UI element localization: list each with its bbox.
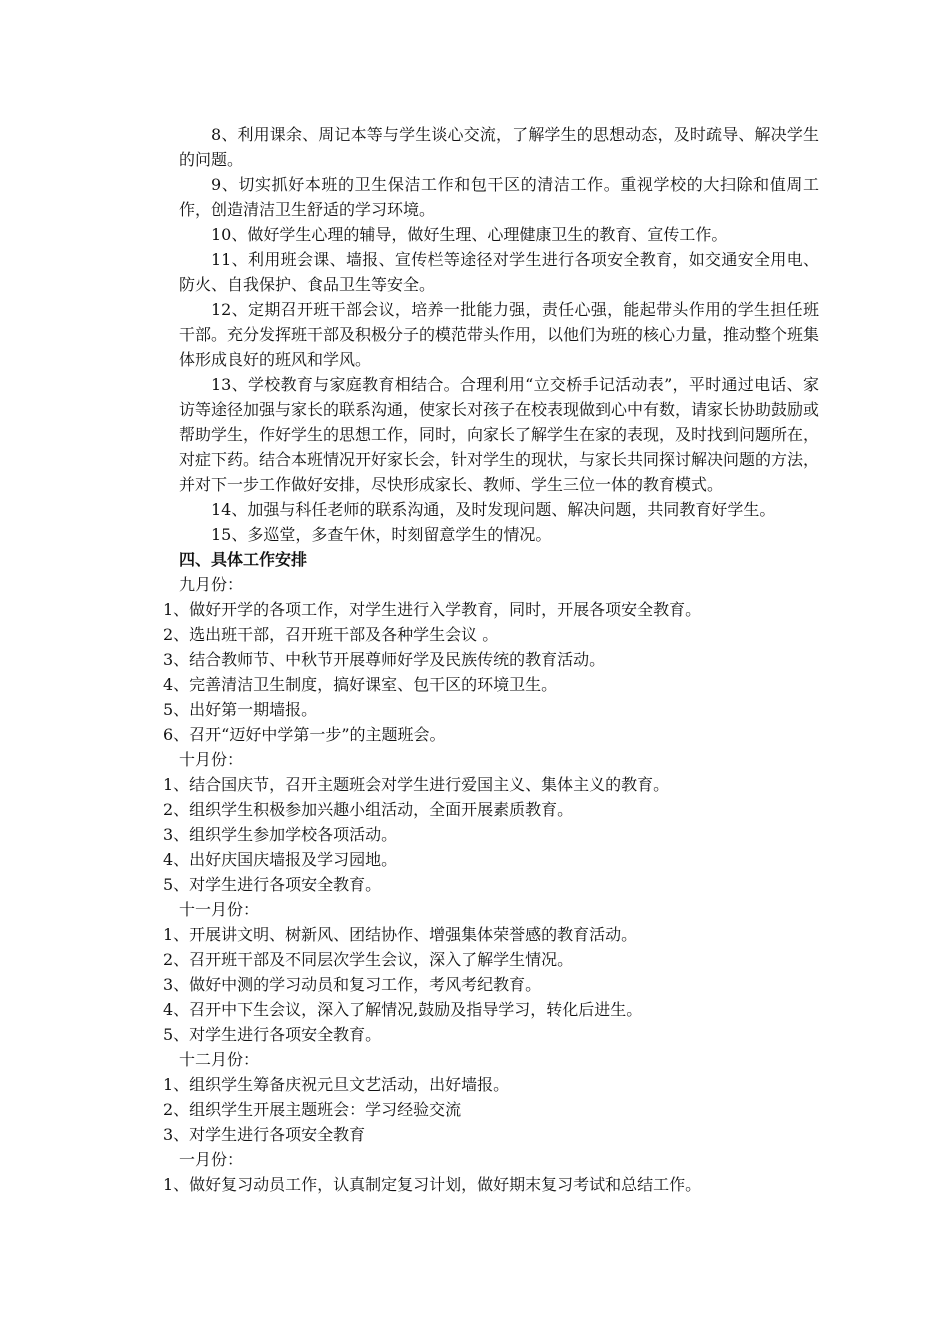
list-item: 1、开展讲文明、树新风、团结协作、增强集体荣誉感的教育活动。	[163, 925, 638, 944]
month-title: 九月份：	[179, 575, 244, 594]
list-item: 3、组织学生参加学校各项活动。	[163, 825, 398, 844]
month-title: 一月份：	[179, 1150, 244, 1169]
list-item: 4、出好庆国庆墙报及学习园地。	[163, 850, 398, 869]
list-item: 2、召开班干部及不同层次学生会议，深入了解学生情况。	[163, 950, 574, 969]
list-item: 1、结合国庆节，召开主题班会对学生进行爱国主义、集体主义的教育。	[163, 775, 670, 794]
paragraph-11: 11、利用班会课、墙报、宣传栏等途径对学生进行各项安全教育，如交通安全用电、防火、自我保护、食品卫生等安全。	[179, 250, 819, 294]
month-september	[163, 572, 819, 747]
list-item: 5、对学生进行各项安全教育。	[163, 875, 382, 894]
list-item: 6、召开“迈好中学第一步”的主题班会。	[163, 725, 446, 744]
list-item: 3、对学生进行各项安全教育	[163, 1125, 366, 1144]
month-title: 十一月份：	[179, 900, 260, 919]
list-item: 3、结合教师节、中秋节开展尊师好学及民族传统的教育活动。	[163, 650, 606, 669]
month-january	[163, 1147, 819, 1197]
month-december	[163, 1047, 819, 1147]
document-page	[163, 122, 820, 1197]
list-item: 2、组织学生积极参加兴趣小组活动，全面开展素质教育。	[163, 800, 574, 819]
list-item: 1、做好开学的各项工作，对学生进行入学教育，同时，开展各项安全教育。	[163, 600, 702, 619]
month-title: 十二月份：	[179, 1050, 260, 1069]
paragraph-14: 14、加强与科任老师的联系沟通，及时发现问题、解决问题，共同教育好学生。	[211, 500, 776, 519]
paragraph-10: 10、做好学生心理的辅导，做好生理、心理健康卫生的教育、宣传工作。	[211, 225, 728, 244]
month-november	[163, 897, 819, 1047]
list-item: 2、组织学生开展主题班会：学习经验交流	[163, 1100, 462, 1119]
list-item: 1、组织学生筹备庆祝元旦文艺活动，出好墙报。	[163, 1075, 510, 1094]
list-item: 4、完善清洁卫生制度，搞好课室、包干区的环境卫生。	[163, 675, 558, 694]
list-item: 1、做好复习动员工作，认真制定复习计划，做好期末复习考试和总结工作。	[163, 1175, 702, 1194]
list-item: 5、对学生进行各项安全教育。	[163, 1025, 382, 1044]
paragraph-8: 8、利用课余、周记本等与学生谈心交流，了解学生的思想动态，及时疏导、解决学生的问题。	[179, 125, 819, 169]
list-item: 3、做好中测的学习动员和复习工作，考风考纪教育。	[163, 975, 542, 994]
list-item: 2、选出班干部，召开班干部及各种学生会议 。	[163, 625, 499, 644]
section-heading: 四、具体工作安排	[179, 550, 308, 569]
list-item: 4、召开中下生会议，深入了解情况,鼓励及指导学习，转化后进生。	[163, 1000, 643, 1019]
paragraph-15: 15、多巡堂，多查午休，时刻留意学生的情况。	[211, 525, 552, 544]
month-october	[163, 747, 819, 897]
paragraph-13: 13、学校教育与家庭教育相结合。合理利用“立交桥手记活动表”，平时通过电话、家访等途径加强与家长的联系沟通，使家长对孩子在校表现做到心中有数，请家长协助鼓励或帮助学生，作好学生的思想工作，同时，向家长了解学生在家的表现，及时找到问题所在，对症下药。结合本班情况开好家长会，针对学生的现状，与家长共同探讨解决问题的方法，并对下一步工作做好安排，尽快形成家长、教师、学生三位一体的教育模式。	[179, 375, 820, 494]
month-title: 十月份：	[179, 750, 244, 769]
paragraph-12: 12、定期召开班干部会议，培养一批能力强，责任心强，能起带头作用的学生担任班干部。充分发挥班干部及积极分子的模范带头作用，以他们为班的核心力量，推动整个班集体形成良好的班风和学风。	[179, 300, 820, 369]
paragraph-9: 9、切实抓好本班的卫生保洁工作和包干区的清洁工作。重视学校的大扫除和值周工作，创造清洁卫生舒适的学习环境。	[179, 175, 819, 219]
list-item: 5、出好第一期墙报。	[163, 700, 318, 719]
